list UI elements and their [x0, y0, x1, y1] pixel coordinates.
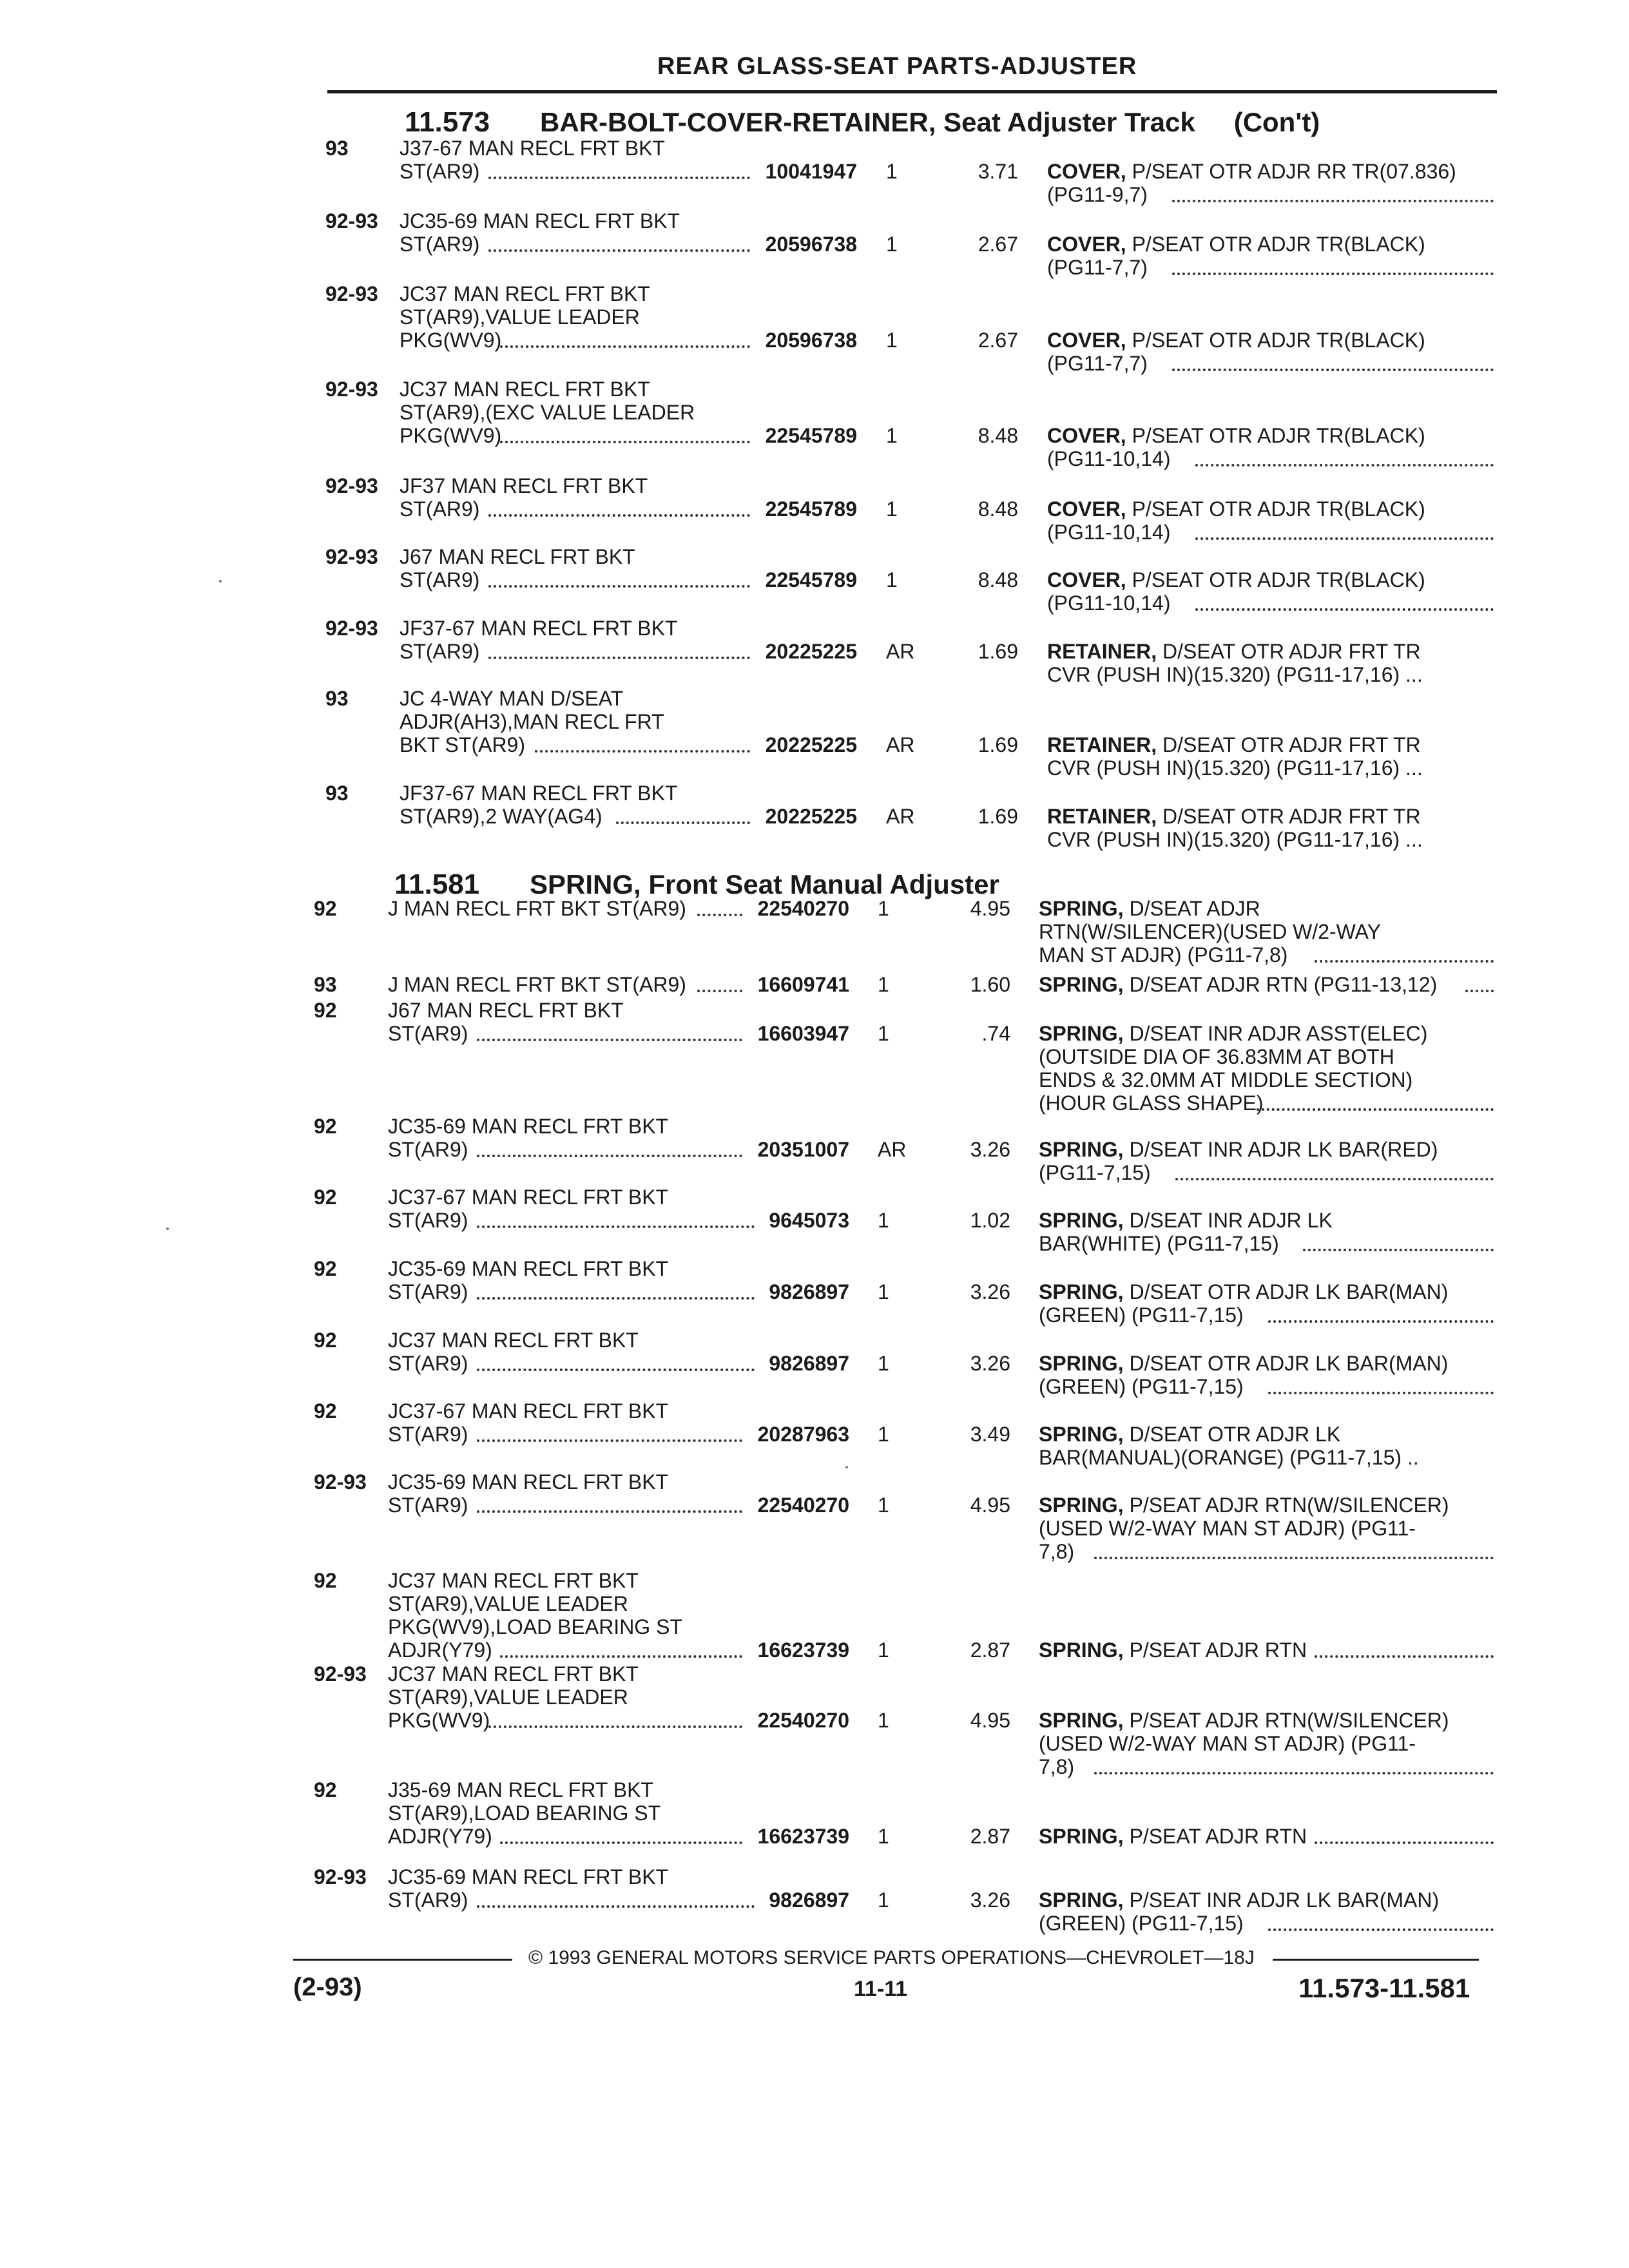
- part-number: 22545789: [765, 424, 857, 447]
- quantity: 1: [886, 568, 898, 591]
- list-price: .74: [981, 1022, 1010, 1045]
- footer-date-code: (2-93): [293, 1973, 362, 2001]
- dot-leader: [697, 914, 742, 916]
- part-description: [1047, 805, 1498, 851]
- quantity: 1: [886, 329, 898, 352]
- list-price: 4.95: [970, 897, 1010, 920]
- section-number: 11.581: [394, 869, 480, 900]
- part-description: [1039, 973, 1490, 996]
- description-text: D/SEAT INR ADJR LK BAR(WHITE) (PG11-7,15): [1039, 1209, 1333, 1255]
- description-lead: SPRING,: [1039, 973, 1124, 996]
- dot-leader: [1268, 1320, 1494, 1323]
- description-lead: COVER,: [1047, 233, 1126, 256]
- model-year: 92-93: [325, 545, 378, 568]
- description-text: P/SEAT OTR ADJR TR(BLACK) (PG11-10,14): [1047, 424, 1425, 470]
- list-price: 1.69: [978, 805, 1018, 828]
- dot-leader: [477, 1510, 742, 1513]
- list-price: 1.69: [978, 640, 1018, 663]
- model-year: 92: [314, 1186, 337, 1209]
- quantity: AR: [878, 1138, 907, 1161]
- dot-leader: [1303, 1249, 1494, 1251]
- scan-speck: [166, 1227, 169, 1230]
- part-number: 9826897: [769, 1280, 849, 1303]
- quantity: 1: [878, 1209, 889, 1232]
- dot-leader: [488, 249, 750, 252]
- description-lead: RETAINER,: [1047, 733, 1157, 756]
- dot-leader: [697, 990, 742, 992]
- part-number: 16623739: [757, 1639, 849, 1662]
- part-number: 22540270: [757, 1494, 849, 1517]
- dot-leader: [535, 750, 750, 753]
- description-lead: SPRING,: [1039, 1209, 1124, 1232]
- title-rule: [327, 90, 1497, 93]
- part-number: 20287963: [757, 1423, 849, 1446]
- description-text: D/SEAT OTR ADJR LK BAR(MAN) (GREEN) (PG11-7,15): [1039, 1352, 1449, 1398]
- footer-rule-left: [293, 1959, 512, 1961]
- dot-leader: [1257, 1108, 1494, 1111]
- part-number: 22540270: [757, 1709, 849, 1732]
- dot-leader: [477, 1039, 742, 1041]
- list-price: 4.95: [970, 1709, 1010, 1732]
- section-continued: (Con't): [1233, 107, 1320, 137]
- model-application: JC37 MAN RECL FRT BKT ST(AR9),VALUE LEADER PKG(WV9): [388, 1662, 639, 1732]
- list-price: 2.87: [970, 1639, 1010, 1662]
- part-number: 16609741: [757, 973, 849, 996]
- description-lead: COVER,: [1047, 568, 1126, 591]
- description-lead: SPRING,: [1039, 1022, 1124, 1045]
- description-lead: SPRING,: [1039, 897, 1124, 920]
- quantity: 1: [886, 424, 898, 447]
- list-price: 2.87: [970, 1825, 1010, 1848]
- description-lead: SPRING,: [1039, 1280, 1124, 1303]
- description-lead: COVER,: [1047, 160, 1126, 183]
- part-number: 22545789: [765, 568, 857, 591]
- dot-leader: [1195, 464, 1494, 466]
- model-year: 92: [314, 1115, 337, 1138]
- description-lead: SPRING,: [1039, 1888, 1124, 1912]
- footer-rule-right: [1273, 1959, 1479, 1961]
- dot-leader: [1172, 369, 1494, 371]
- description-text: D/SEAT OTR ADJR FRT TR CVR (PUSH IN)(15.320) (PG11-17,16) ...: [1047, 733, 1423, 780]
- description-text: D/SEAT ADJR RTN (PG11-13,12): [1123, 973, 1438, 996]
- model-year: 92-93: [325, 209, 378, 233]
- description-lead: SPRING,: [1039, 1494, 1124, 1517]
- part-description: [1047, 733, 1498, 780]
- model-year: 92: [314, 999, 337, 1022]
- list-price: 8.48: [978, 497, 1018, 521]
- model-application: JC37 MAN RECL FRT BKT ST(AR9),(EXC VALUE LEADER PKG(WV9): [400, 378, 695, 447]
- model-year: 93: [325, 687, 349, 710]
- list-price: 3.26: [970, 1352, 1010, 1375]
- quantity: 1: [878, 1825, 889, 1848]
- list-price: 8.48: [978, 424, 1018, 447]
- footer-copyright: © 1993 GENERAL MOTORS SERVICE PARTS OPERATIONS—CHEVROLET—18J: [528, 1947, 1255, 1968]
- description-text: D/SEAT INR ADJR LK BAR(RED) (PG11-7,15): [1039, 1138, 1438, 1184]
- description-lead: COVER,: [1047, 424, 1126, 447]
- section-heading: [405, 106, 1320, 139]
- dot-leader: [500, 441, 750, 443]
- description-text: P/SEAT ADJR RTN(W/SILENCER) (USED W/2-WAY MAN ST ADJR) (PG11- 7,8): [1039, 1709, 1449, 1778]
- dot-leader: [1094, 1772, 1494, 1774]
- model-application: JC37-67 MAN RECL FRT BKT ST(AR9): [388, 1399, 669, 1446]
- description-text: D/SEAT OTR ADJR LK BAR(MAN) (GREEN) (PG11-7,15): [1039, 1280, 1449, 1327]
- description-text: P/SEAT OTR ADJR TR(BLACK) (PG11-10,14): [1047, 568, 1425, 615]
- dot-leader: [1094, 1557, 1494, 1559]
- list-price: 1.60: [970, 973, 1010, 996]
- dot-leader: [477, 1439, 742, 1442]
- dot-leader: [488, 1725, 742, 1728]
- list-price: 2.67: [978, 233, 1018, 256]
- dot-leader: [1172, 200, 1494, 202]
- model-application: JC37 MAN RECL FRT BKT ST(AR9): [388, 1329, 639, 1375]
- description-text: D/SEAT OTR ADJR LK BAR(MANUAL)(ORANGE) (PG11-7,15) ..: [1039, 1423, 1419, 1469]
- description-lead: SPRING,: [1039, 1825, 1124, 1848]
- model-application: J MAN RECL FRT BKT ST(AR9): [388, 973, 686, 996]
- description-lead: RETAINER,: [1047, 640, 1157, 663]
- description-text: P/SEAT OTR ADJR TR(BLACK) (PG11-7,7): [1047, 233, 1425, 279]
- description-lead: COVER,: [1047, 497, 1126, 521]
- model-year: 92-93: [314, 1470, 367, 1494]
- dot-leader: [500, 1841, 742, 1844]
- description-text: P/SEAT ADJR RTN(W/SILENCER) (USED W/2-WAY MAN ST ADJR) (PG11- 7,8): [1039, 1494, 1449, 1563]
- section-name: SPRING, Front Seat Manual Adjuster: [530, 869, 999, 899]
- part-number: 20596738: [765, 329, 857, 352]
- description-text: D/SEAT OTR ADJR FRT TR CVR (PUSH IN)(15.320) (PG11-17,16) ...: [1047, 805, 1423, 851]
- dot-leader: [477, 1369, 755, 1371]
- scan-speck: [219, 580, 222, 582]
- model-application: JC35-69 MAN RECL FRT BKT ST(AR9): [388, 1257, 669, 1303]
- dot-leader: [1172, 273, 1494, 275]
- model-year: 92-93: [314, 1865, 367, 1888]
- dot-leader: [1175, 1178, 1494, 1180]
- part-description: [1039, 1494, 1490, 1563]
- dot-leader: [488, 657, 750, 659]
- section-name: BAR-BOLT-COVER-RETAINER, Seat Adjuster Track: [540, 107, 1195, 137]
- part-number: 20225225: [765, 805, 857, 828]
- footer-page-number: 11-11: [854, 1977, 908, 2001]
- dot-leader: [1315, 1655, 1494, 1658]
- dot-leader: [1465, 990, 1494, 992]
- dot-leader: [488, 514, 750, 517]
- list-price: 3.26: [970, 1888, 1010, 1912]
- part-description: [1039, 1709, 1490, 1778]
- part-number: 22540270: [757, 897, 849, 920]
- description-text: P/SEAT OTR ADJR TR(BLACK) (PG11-7,7): [1047, 329, 1425, 375]
- description-text: D/SEAT ADJR RTN(W/SILENCER)(USED W/2-WAY MAN ST ADJR) (PG11-7,8): [1039, 897, 1381, 966]
- part-number: 16603947: [757, 1022, 849, 1045]
- dot-leader: [1195, 608, 1494, 611]
- dot-leader: [500, 345, 750, 348]
- model-year: 93: [314, 973, 337, 996]
- dot-leader: [1268, 1928, 1494, 1931]
- quantity: AR: [886, 733, 915, 756]
- quantity: 1: [878, 897, 889, 920]
- footer-section-range: 11.573-11.581: [1298, 1973, 1470, 2003]
- part-number: 9645073: [769, 1209, 849, 1232]
- description-lead: SPRING,: [1039, 1138, 1124, 1161]
- model-year: 92: [314, 1569, 337, 1592]
- model-application: J35-69 MAN RECL FRT BKT ST(AR9),LOAD BEARING ST ADJR(Y79): [388, 1778, 661, 1848]
- part-number: 20225225: [765, 640, 857, 663]
- model-year: 92-93: [325, 617, 378, 640]
- list-price: 4.95: [970, 1494, 1010, 1517]
- description-text: D/SEAT OTR ADJR FRT TR CVR (PUSH IN)(15.320) (PG11-17,16) ...: [1047, 640, 1423, 686]
- quantity: AR: [886, 805, 915, 828]
- model-year: 92: [314, 897, 337, 920]
- dot-leader: [1195, 537, 1494, 540]
- scan-speck: [845, 1466, 848, 1468]
- dot-leader: [477, 1297, 755, 1300]
- part-description: [1039, 1639, 1490, 1662]
- list-price: 2.67: [978, 329, 1018, 352]
- model-application: JF37-67 MAN RECL FRT BKT ST(AR9): [400, 617, 678, 663]
- quantity: 1: [878, 1888, 889, 1912]
- part-number: 16623739: [757, 1825, 849, 1848]
- part-number: 20225225: [765, 733, 857, 756]
- model-application: JF37 MAN RECL FRT BKT ST(AR9): [400, 474, 648, 521]
- quantity: 1: [878, 973, 889, 996]
- section-number: 11.573: [405, 106, 490, 138]
- model-application: J37-67 MAN RECL FRT BKT ST(AR9): [400, 137, 665, 183]
- model-year: 92: [314, 1399, 337, 1423]
- list-price: 3.71: [978, 160, 1018, 183]
- model-year: 92-93: [325, 474, 378, 497]
- model-application: J MAN RECL FRT BKT ST(AR9): [388, 897, 686, 920]
- list-price: 3.26: [970, 1138, 1010, 1161]
- dot-leader: [1315, 1841, 1494, 1844]
- model-application: JC35-69 MAN RECL FRT BKT ST(AR9): [388, 1115, 669, 1161]
- dot-leader: [488, 177, 750, 179]
- dot-leader: [477, 1155, 742, 1157]
- dot-leader: [500, 1655, 742, 1658]
- model-year: 92: [314, 1329, 337, 1352]
- model-application: JF37-67 MAN RECL FRT BKT ST(AR9),2 WAY(AG4): [400, 782, 678, 828]
- dot-leader: [1315, 960, 1494, 963]
- section-heading: [394, 869, 999, 901]
- quantity: 1: [878, 1352, 889, 1375]
- description-text: D/SEAT INR ADJR ASST(ELEC) (OUTSIDE DIA OF 36.83MM AT BOTH ENDS & 32.0MM AT MIDDLE SECTION) (HOUR GLASS SHAPE): [1039, 1022, 1428, 1115]
- model-application: JC35-69 MAN RECL FRT BKT ST(AR9): [388, 1470, 669, 1517]
- quantity: 1: [886, 160, 898, 183]
- model-year: 92: [314, 1778, 337, 1802]
- part-number: 9826897: [769, 1352, 849, 1375]
- model-year: 92-93: [325, 282, 378, 305]
- model-year: 92: [314, 1257, 337, 1280]
- quantity: 1: [878, 1423, 889, 1446]
- model-year: 92-93: [314, 1662, 367, 1686]
- page-title: REAR GLASS-SEAT PARTS-ADJUSTER: [657, 53, 1137, 80]
- list-price: 1.02: [970, 1209, 1010, 1232]
- list-price: 8.48: [978, 568, 1018, 591]
- part-description: [1039, 1423, 1490, 1469]
- model-application: JC35-69 MAN RECL FRT BKT ST(AR9): [388, 1865, 669, 1912]
- model-application: JC37-67 MAN RECL FRT BKT ST(AR9): [388, 1186, 669, 1232]
- quantity: AR: [886, 640, 915, 663]
- description-lead: SPRING,: [1039, 1423, 1124, 1446]
- part-description: [1047, 640, 1498, 686]
- description-text: P/SEAT OTR ADJR TR(BLACK) (PG11-10,14): [1047, 497, 1425, 544]
- model-application: J67 MAN RECL FRT BKT ST(AR9): [400, 545, 635, 591]
- dot-leader: [488, 585, 750, 588]
- model-year: 92-93: [325, 378, 378, 401]
- list-price: 3.49: [970, 1423, 1010, 1446]
- dot-leader: [1268, 1392, 1494, 1394]
- quantity: 1: [878, 1280, 889, 1303]
- model-application: JC35-69 MAN RECL FRT BKT ST(AR9): [400, 209, 680, 256]
- dot-leader: [477, 1905, 755, 1908]
- dot-leader: [616, 822, 750, 824]
- quantity: 1: [878, 1022, 889, 1045]
- part-description: [1039, 1825, 1490, 1848]
- description-lead: SPRING,: [1039, 1639, 1124, 1662]
- quantity: 1: [886, 497, 898, 521]
- part-number: 22545789: [765, 497, 857, 521]
- quantity: 1: [878, 1494, 889, 1517]
- description-lead: SPRING,: [1039, 1709, 1124, 1732]
- description-text: P/SEAT INR ADJR LK BAR(MAN) (GREEN) (PG11-7,15): [1039, 1888, 1440, 1935]
- part-number: 9826897: [769, 1888, 849, 1912]
- part-number: 10041947: [765, 160, 857, 183]
- dot-leader: [477, 1225, 755, 1228]
- part-description: [1039, 897, 1490, 966]
- quantity: 1: [878, 1709, 889, 1732]
- list-price: 3.26: [970, 1280, 1010, 1303]
- description-lead: SPRING,: [1039, 1352, 1124, 1375]
- model-year: 93: [325, 137, 349, 160]
- description-text: P/SEAT ADJR RTN: [1123, 1639, 1307, 1662]
- description-lead: RETAINER,: [1047, 805, 1157, 828]
- quantity: 1: [886, 233, 898, 256]
- part-number: 20351007: [757, 1138, 849, 1161]
- model-application: JC37 MAN RECL FRT BKT ST(AR9),VALUE LEADER PKG(WV9): [400, 282, 650, 352]
- list-price: 1.69: [978, 733, 1018, 756]
- part-description: [1039, 1022, 1490, 1115]
- description-text: P/SEAT OTR ADJR RR TR(07.836) (PG11-9,7): [1047, 160, 1456, 206]
- model-application: JC 4-WAY MAN D/SEAT ADJR(AH3),MAN RECL FRT BKT ST(AR9): [400, 687, 664, 756]
- model-year: 93: [325, 782, 349, 805]
- quantity: 1: [878, 1639, 889, 1662]
- description-text: P/SEAT ADJR RTN: [1123, 1825, 1307, 1848]
- model-application: J67 MAN RECL FRT BKT ST(AR9): [388, 999, 624, 1045]
- part-number: 20596738: [765, 233, 857, 256]
- description-lead: COVER,: [1047, 329, 1126, 352]
- model-application: JC37 MAN RECL FRT BKT ST(AR9),VALUE LEADER PKG(WV9),LOAD BEARING ST ADJR(Y79): [388, 1569, 682, 1662]
